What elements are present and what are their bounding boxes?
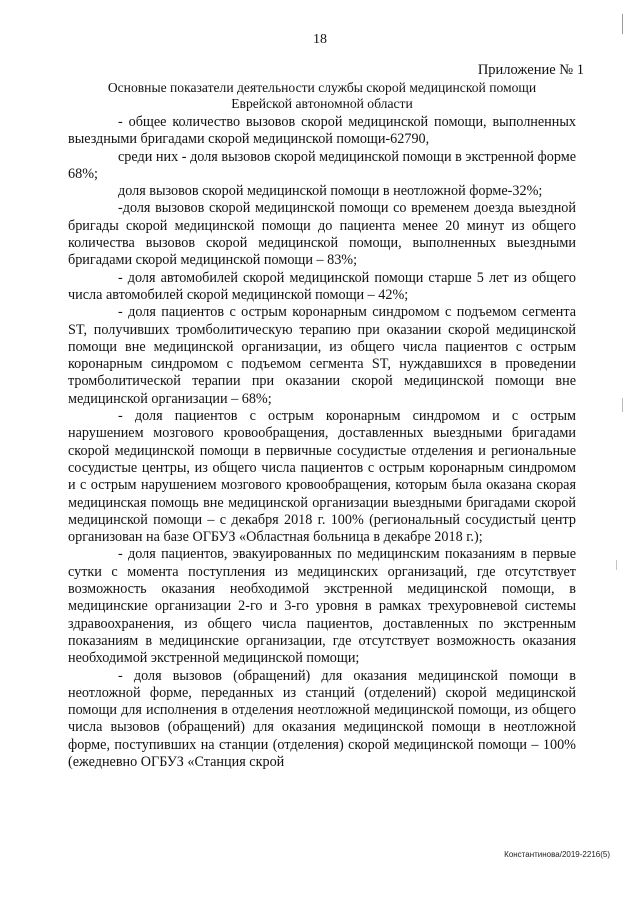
- paragraph-evacuation: - доля пациентов, эвакуированных по медицинским показаниям в первые сутки с момента поступления из медицинских организаций, где отсутствует возможность оказания необходимой экстренной медицинской помощи, в медицинские организации 2-го и 3-го уровня в рамках трехуровневой системы здравоохранения, из общего числа пациентов, доставленных по экстренным показаниям в медицинские организации, где отсутствует возможность оказания необходимой экстренной медицинской помощи;: [68, 546, 576, 667]
- appendix-label: Приложение № 1: [477, 62, 584, 78]
- paragraph-thrombolysis: - доля пациентов с острым коронарным синдромом с подъемом сегмента ST, получивших тромболитическую терапию при оказании скорой медицинской помощи вне медицинской организации, из общего числа пациентов с острым коронарным синдромом с подъемом сегмента ST, нуждавшихся в проведении тромболитической терапии при оказании скорой медицинской помощи вне медицинской организации – 68%;: [68, 304, 576, 407]
- title-line-2: Еврейской автономной области: [231, 96, 413, 111]
- footer-reference: Константинова/2019-2216(5): [504, 850, 610, 859]
- document-title: [60, 80, 584, 112]
- title-line-1: Основные показатели деятельности службы скорой медицинской помощи: [107, 80, 537, 95]
- paragraph-vehicle-age: - доля автомобилей скорой медицинской помощи старше 5 лет из общего числа автомобилей скорой медицинской помощи – 42%;: [68, 269, 576, 303]
- paragraph-total-calls: - общее количество вызовов скорой медицинской помощи, выполненных выездными бригадами скорой медицинской помощи-62790,: [68, 114, 576, 148]
- paragraph-urgent-transfer: - доля вызовов (обращений) для оказания медицинской помощи в неотложной форме, переданных из станций (отделений) скорой медицинской помощи для исполнения в отделения неотложной медицинской помощи, из общего числа вызовов (обращений) для оказания медицинской помощи в неотложной форме, поступивших на станции (отделения) скорой медицинской помощи – 100% (ежедневно ОГБУЗ «Станция скрой: [68, 667, 576, 770]
- scan-artifact-line: [622, 398, 623, 412]
- document-body: [68, 114, 576, 771]
- paragraph-vascular-centers: - доля пациентов с острым коронарным синдромом и с острым нарушением мозгового кровообращения, доставленных выездными бригадами скорой медицинской помощи в первичные сосудистые отделения и региональные сосудистые центры, из общего числа пациентов с острым коронарным синдромом и с острым нарушением мозгового кровообращения, которым была оказана скорая медицинская помощь вне медицинской организации выездными бригадами скорой медицинской помощи – с декабря 2018 г. 100% (региональный сосудистый центр организован на базе ОГБУЗ «Областная больница в декабре 2018 г.);: [68, 408, 576, 546]
- paragraph-emergency-share: среди них - доля вызовов скорой медицинской помощи в экстренной форме 68%;: [68, 148, 576, 182]
- paragraph-arrival-time: -доля вызовов скорой медицинской помощи со временем доезда выездной бригады скорой медицинской помощи до пациента менее 20 минут из общего количества вызовов скорой медицинской помощи, выполненных выездными бригадами скорой медицинской помощи – 83%;: [68, 200, 576, 269]
- paragraph-urgent-share: доля вызовов скорой медицинской помощи в неотложной форме-32%;: [118, 183, 543, 200]
- page-number: 18: [313, 32, 327, 47]
- scan-artifact-line: [616, 560, 617, 570]
- scan-artifact-line: [622, 14, 623, 34]
